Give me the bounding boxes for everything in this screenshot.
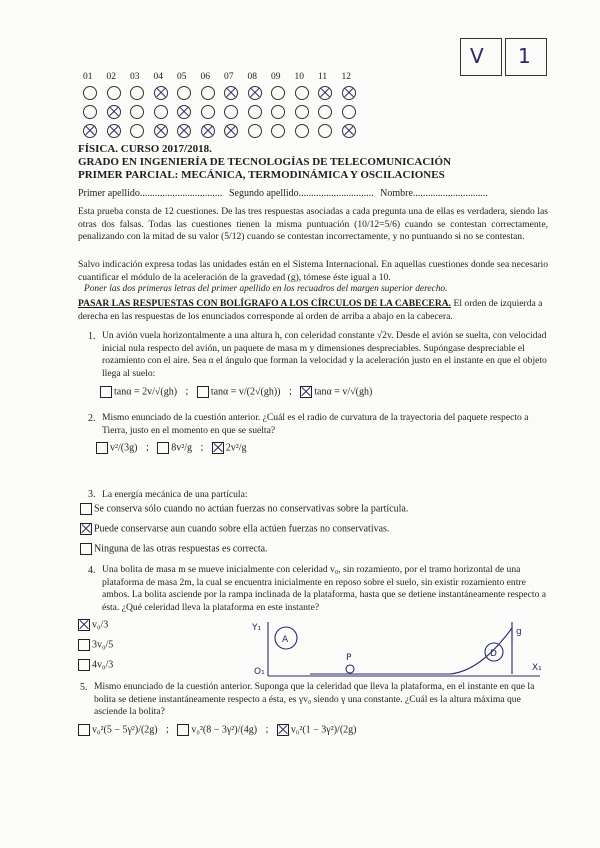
sketch-label-a: A (282, 635, 289, 645)
q4-option-c: 4v₀/3 (92, 659, 114, 671)
primer-apellido-field[interactable]: Primer apellido................................. (78, 188, 223, 199)
nombre-field[interactable]: Nombre.............................. (380, 188, 488, 199)
q5-option-a-checkbox[interactable] (78, 724, 90, 736)
q5-option-a: v₀²(5 − 5γ²)/(2g) (92, 724, 158, 736)
q2-sep-2: ; (200, 442, 204, 454)
q1-number: 1. (88, 331, 96, 342)
q4-sketch (250, 618, 550, 682)
answer-circle[interactable] (318, 124, 332, 138)
answer-circle[interactable] (201, 105, 215, 119)
q2-option-a: v²/(3g) (110, 442, 138, 454)
answer-circle[interactable] (271, 105, 285, 119)
q2-number: 2. (88, 413, 96, 424)
q5-text: Mismo enunciado de la cuestión anterior. Suponga que la celeridad que lleva la plataforma, en el instante en que la bolita se detiene instantáneamente respecto a ésta, es γv₀ siendo γ una constante. ¿Cuál es la altura máxima que asciende la bolita? (94, 681, 535, 717)
sketch-label-x: X₁ (532, 663, 542, 673)
answer-circle[interactable] (130, 105, 144, 119)
answer-circle[interactable] (83, 105, 97, 119)
answer-circle[interactable] (130, 124, 144, 138)
answer-circle[interactable] (201, 124, 215, 138)
q3-option-a-checkbox[interactable] (80, 503, 92, 515)
sketch-label-p: P (346, 653, 352, 663)
answer-circle[interactable] (224, 124, 238, 138)
answer-circle[interactable] (224, 86, 238, 100)
q4-option-b: 3v₀/5 (92, 639, 114, 651)
sketch-label-y: Y₁ (252, 623, 262, 633)
q4-option-b-checkbox[interactable] (78, 639, 90, 651)
answer-circle[interactable] (342, 124, 356, 138)
sketch-label-g: g (516, 627, 522, 637)
q4-option-c-checkbox[interactable] (78, 659, 90, 671)
grid-column-number: 01 (83, 72, 93, 82)
grid-column-number: 10 (294, 72, 304, 82)
q2-sep: ; (145, 442, 149, 454)
q3-option-a: Se conserva sólo cuando no actúan fuerzas no conservativas sobre la partícula. (94, 503, 409, 515)
pen-instruction: PASAR LAS RESPUESTAS CON BOLÍGRAFO A LOS CÍRCULOS DE LA CABECERA. (78, 298, 452, 309)
grid-column-number: 08 (247, 72, 257, 82)
q1-option-c-checkbox[interactable] (300, 386, 312, 398)
q4-option-a-checkbox[interactable] (78, 619, 90, 631)
q5-option-b: v₀²(8 − 3γ²)/(4g) (191, 724, 258, 736)
sketch-label-o: O₁ (254, 667, 265, 677)
q2-option-c-checkbox[interactable] (212, 442, 224, 454)
q3-option-b: Puede conservarse aun cuando sobre ella actúen fuerzas no conservativas. (94, 523, 390, 535)
q4-number: 4. (88, 565, 96, 576)
q5-option-c-checkbox[interactable] (277, 724, 289, 736)
answer-circle[interactable] (318, 86, 332, 100)
q2-option-b: 8v²/g (171, 442, 192, 454)
answer-circle[interactable] (177, 86, 191, 100)
answer-circle[interactable] (154, 86, 168, 100)
answer-circle[interactable] (295, 86, 309, 100)
answer-circle[interactable] (248, 105, 262, 119)
q1-option-c: tanα = v/√(gh) (314, 386, 373, 398)
q3-number: 3. (88, 489, 96, 500)
grid-column-number: 04 (153, 72, 163, 82)
degree-line: GRADO EN INGENIERÍA DE TECNOLOGÍAS DE TELECOMUNICACIÓN (78, 156, 452, 168)
exam-line: PRIMER PARCIAL: MECÁNICA, TERMODINÁMICA Y OSCILACIONES (78, 169, 445, 181)
answer-circle[interactable] (107, 86, 121, 100)
q2-option-b-checkbox[interactable] (157, 442, 169, 454)
answer-circle[interactable] (107, 105, 121, 119)
answer-circle[interactable] (130, 86, 144, 100)
grid-column-number: 11 (318, 72, 328, 82)
answer-circle[interactable] (154, 105, 168, 119)
q1-text: Un avión vuela horizontalmente a una altura h, con celeridad constante √2v. Desde el avión se suelta, con velocidad inicial nula respecto del avión, un paquete de masa m y dimensiones despreciables. Supóngase despreciable el rozamiento con el aire. Sea α el ángulo que forman la velocidad y la aceleración justo en el instante en que el objeto llega al suelo: (102, 330, 547, 379)
units-paragraph: Salvo indicación expresa todas las unidades están en el Sistema Internacional. En aquellas cuestiones donde sea necesario cuantificar el módulo de la aceleración de la gravedad (g), tómese éste igual a 10. (78, 259, 548, 283)
q4-option-a: v₀/3 (92, 619, 109, 631)
answer-circle[interactable] (295, 105, 309, 119)
answer-circle[interactable] (342, 105, 356, 119)
sketch-label-d: D (490, 649, 497, 659)
q4-text: Una bolita de masa m se mueve inicialmente con celeridad v₀, sin rozamiento, por el tramo horizontal de una plataforma de masa 2m, la cual se encuentra inicialmente en reposo sobre el suelo, sin existir rozamiento entre ambos. La bolita asciende por la rampa inclinada de la plataforma, hasta que se detiene instantáneamente respecto a ésta. ¿Qué celeridad lleva la plataforma en este instante? (102, 564, 547, 613)
name-box-2-value: 1 (518, 44, 531, 68)
answer-circle[interactable] (295, 124, 309, 138)
answer-circle[interactable] (107, 124, 121, 138)
q5-option-c: v₀²(1 − 3γ²)/(2g) (290, 724, 357, 736)
sketch-platform (310, 628, 512, 674)
q1-option-a: tanα = 2v/√(gh) (114, 386, 178, 398)
answer-circle[interactable] (177, 124, 191, 138)
surname-instruction: Poner las dos primeras letras del primer apellido en los recuadros del margen superior derecho. (84, 284, 448, 294)
grid-column-number: 03 (130, 72, 140, 82)
q1-option-b-checkbox[interactable] (197, 386, 209, 398)
sketch-ball (346, 665, 354, 673)
answer-circle[interactable] (271, 124, 285, 138)
q3-option-c: Ninguna de las otras respuestas es correcta. (94, 543, 268, 555)
grid-column-number: 07 (224, 72, 234, 82)
answer-circle[interactable] (342, 86, 356, 100)
answer-circle[interactable] (248, 124, 262, 138)
q5-sep-2: ; (265, 724, 269, 736)
answer-circle[interactable] (177, 105, 191, 119)
grid-column-number: 02 (106, 72, 116, 82)
answer-circle[interactable] (248, 86, 262, 100)
grid-column-number: 12 (341, 72, 351, 82)
order-instruction: El orden de izquierda a derecha en las respuestas de los enunciados corresponde al orden de arriba a abajo en la cabecera. (78, 298, 543, 322)
intro-paragraph: Esta prueba consta de 12 cuestiones. De las tres respuestas asociadas a cada pregunta una de ellas es verdadera, siendo las otras dos falsas. Todas las cuestiones tienen la misma puntuación (10/12=5/6) cuando se contestan correctamente, penalizando con la mitad de su valor (5/12) cuando se contestan incorrectamente, y no puntuando si no se contestan. (78, 206, 548, 242)
q1-option-b: tanα = v/(2√(gh)) (210, 386, 281, 398)
q1-sep: ; (185, 386, 189, 398)
answer-circle[interactable] (83, 124, 97, 138)
segundo-apellido-field[interactable]: Segundo apellido.............................. (228, 188, 374, 199)
answer-circle[interactable] (271, 86, 285, 100)
q3-option-c-checkbox[interactable] (80, 543, 92, 555)
q3-option-b-checkbox[interactable] (80, 523, 92, 535)
q5-sep: ; (166, 724, 169, 736)
q2-option-a-checkbox[interactable] (96, 442, 108, 454)
course-line: FÍSICA. CURSO 2017/2018. (78, 143, 212, 155)
answer-circle[interactable] (318, 105, 332, 119)
grid-column-number: 06 (200, 72, 210, 82)
answer-circle[interactable] (83, 86, 97, 100)
q3-text: La energía mecánica de una partícula: (102, 489, 248, 500)
q2-option-c: 2v²/g (225, 442, 247, 454)
q5-number: 5. (80, 682, 88, 693)
q5-option-b-checkbox[interactable] (177, 724, 189, 736)
q1-sep-2: ; (289, 386, 292, 398)
grid-column-number: 05 (177, 72, 187, 82)
q2-text: Mismo enunciado de la cuestión anterior. ¿Cuál es el radio de curvatura de la trayectoria del paquete respecto a Tierra, justo en el momento en que se suelta? (102, 412, 529, 436)
answer-circle[interactable] (201, 86, 215, 100)
name-box-1-value: V (470, 44, 484, 68)
grid-column-number: 09 (271, 72, 281, 82)
answer-circle[interactable] (154, 124, 168, 138)
answer-circle[interactable] (224, 105, 238, 119)
q1-option-a-checkbox[interactable] (100, 386, 112, 398)
